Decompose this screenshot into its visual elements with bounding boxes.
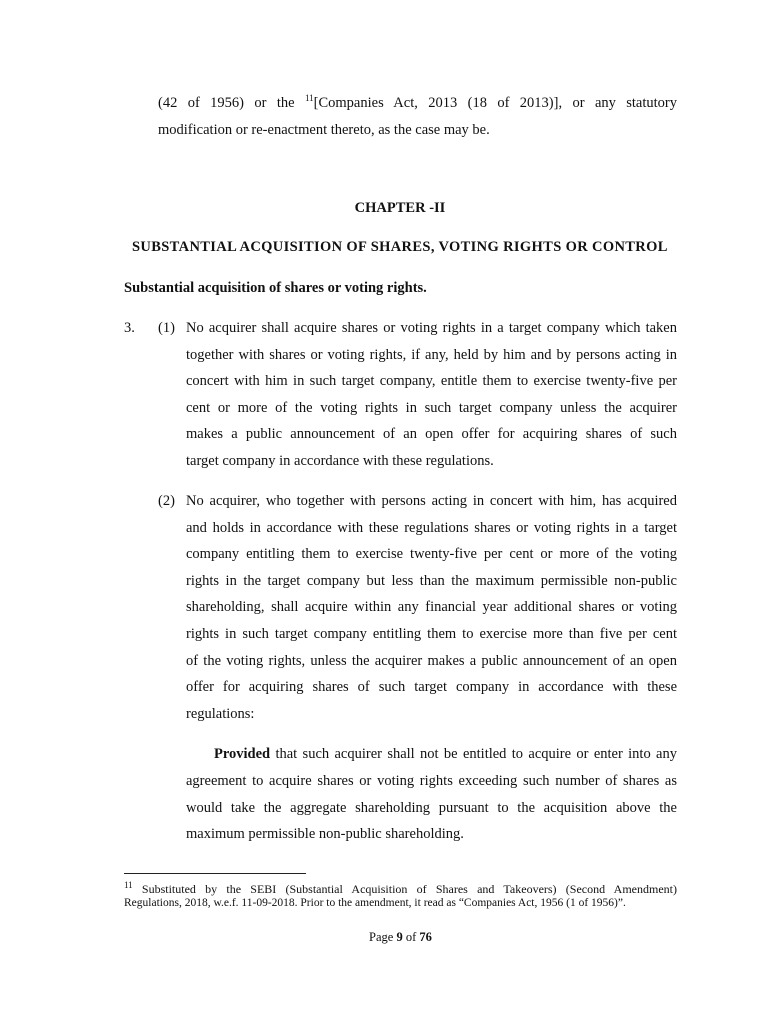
clause-1-line: together with shares or voting rights, if any, held by him and by persons acting in xyxy=(186,347,677,363)
proviso-line-1 xyxy=(214,747,677,762)
continuation-line-1 xyxy=(158,93,678,111)
clause-marker-1: (1) xyxy=(158,320,175,336)
clause-1-line: No acquirer shall acquire shares or voting rights in a target company which taken xyxy=(186,320,677,336)
clause-marker-2: (2) xyxy=(158,493,175,509)
footnote-line-1 xyxy=(124,880,677,896)
proviso-label: Provided xyxy=(214,746,271,762)
chapter-title: CHAPTER -II xyxy=(354,200,446,216)
page-current: 9 xyxy=(396,930,403,944)
proviso-line: agreement to acquire shares or voting rights exceeding such number of shares as xyxy=(186,773,677,789)
clause-1-line: target company in accordance with these regulations. xyxy=(186,453,494,469)
proviso-line: maximum permissible non-public shareholding. xyxy=(186,826,464,842)
page-number xyxy=(369,931,432,944)
page-of: of xyxy=(405,930,417,944)
proviso-text: that such acquirer shall not be entitled to acquire or enter into any xyxy=(275,746,677,762)
footnote-number: 11 xyxy=(124,880,133,890)
footnote-separator xyxy=(124,873,306,874)
footnote-line-2: Regulations, 2018, w.e.f. 11-09-2018. Prior to the amendment, it read as “Companies Act, 1956 (1 of 1956)”. xyxy=(124,897,626,909)
clause-2-line: company entitling them to exercise twenty-five per cent or more of the voting xyxy=(186,546,677,562)
clause-2-line: shareholding, shall acquire within any financial year additional shares or voting xyxy=(186,599,677,615)
page-total: 76 xyxy=(419,930,432,944)
continuation-text-b: [Companies Act, 2013 (18 of 2013)], or any statutory xyxy=(313,95,678,111)
continuation-line-2: modification or re-enactment thereto, as the case may be. xyxy=(158,122,490,138)
clause-1-line: concert with him in such target company, entitle them to exercise twenty-five per xyxy=(186,373,677,389)
continuation-text-a: (42 of 1956) or the xyxy=(158,95,295,111)
section-subheading: Substantial acquisition of shares or voting rights. xyxy=(124,280,427,296)
page-prefix: Page xyxy=(369,930,394,944)
clause-2-line: of the voting rights, unless the acquirer makes a public announcement of an open xyxy=(186,653,677,669)
clause-1-line: cent or more of the voting rights in such target company unless the acquirer xyxy=(186,400,677,416)
chapter-heading: SUBSTANTIAL ACQUISITION OF SHARES, VOTING RIGHTS OR CONTROL xyxy=(132,239,668,255)
clause-2-line: and holds in accordance with these regulations shares or voting rights in a target xyxy=(186,520,677,536)
footnote-text-1: Substituted by the SEBI (Substantial Acquisition of Shares and Takeovers) (Second Amendment) xyxy=(141,882,677,896)
regulation-number: 3. xyxy=(124,320,135,336)
clause-1-line: makes a public announcement of an open offer for acquiring shares of such xyxy=(186,426,677,442)
clause-2-line: regulations: xyxy=(186,706,255,722)
clause-2-line: No acquirer, who together with persons acting in concert with him, has acquired xyxy=(186,493,677,509)
clause-2-line: offer for acquiring shares of such target company in accordance with these xyxy=(186,679,677,695)
footnote-ref-11[interactable]: 11 xyxy=(304,93,314,104)
clause-2-line: rights in the target company but less than the maximum permissible non-public xyxy=(186,573,677,589)
proviso-line: would take the aggregate shareholding pursuant to the acquisition above the xyxy=(186,800,677,816)
clause-2-line: rights in such target company entitling them to exercise more than five per cent xyxy=(186,626,677,642)
